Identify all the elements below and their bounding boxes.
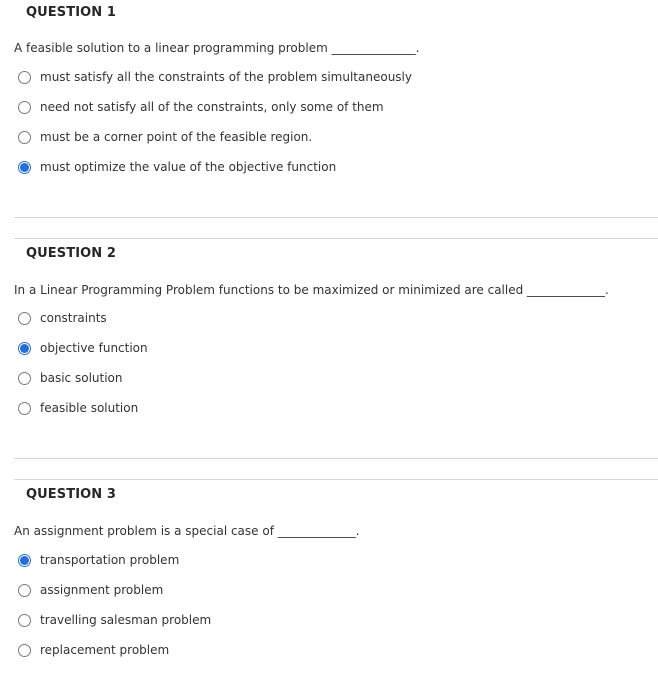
question-2-title: QUESTION 2 [26, 246, 117, 261]
question-3-text: An assignment problem is a special case of _____________. [14, 524, 360, 538]
option-label: assignment problem [40, 583, 164, 597]
option-label: basic solution [40, 371, 123, 385]
option-label: need not satisfy all of the constraints, only some of them [40, 100, 384, 114]
divider [14, 238, 658, 239]
question-3-option-4[interactable] [18, 640, 169, 660]
question-1-title: QUESTION 1 [26, 5, 117, 20]
question-3-option-2[interactable] [18, 580, 163, 600]
question-3-title: QUESTION 3 [26, 487, 117, 502]
question-1-option-3[interactable] [18, 127, 312, 147]
option-label: replacement problem [40, 643, 170, 657]
question-1-option-2[interactable] [18, 97, 384, 117]
question-3-option-1[interactable] [18, 550, 179, 570]
question-1-text: A feasible solution to a linear programming problem ______________. [14, 41, 420, 55]
question-2-option-2[interactable] [18, 338, 148, 358]
option-label: must satisfy all the constraints of the problem simultaneously [40, 70, 412, 84]
option-label: objective function [40, 341, 148, 355]
question-3-option-3[interactable] [18, 610, 211, 630]
radio-unselected-icon[interactable] [18, 131, 31, 144]
radio-unselected-icon[interactable] [18, 71, 31, 84]
radio-unselected-icon[interactable] [18, 614, 31, 627]
question-1-option-1[interactable] [18, 67, 412, 87]
radio-selected-icon[interactable] [18, 161, 31, 174]
radio-unselected-icon[interactable] [18, 372, 31, 385]
divider [14, 217, 658, 218]
radio-unselected-icon[interactable] [18, 402, 31, 415]
question-1-option-4[interactable] [18, 157, 336, 177]
option-label: constraints [40, 311, 107, 325]
option-label: travelling salesman problem [40, 613, 212, 627]
question-2-text: In a Linear Programming Problem functions to be maximized or minimized are called _____________. [14, 283, 609, 297]
question-2-option-3[interactable] [18, 368, 123, 388]
question-2-option-4[interactable] [18, 398, 138, 418]
radio-selected-icon[interactable] [18, 554, 31, 567]
radio-unselected-icon[interactable] [18, 644, 31, 657]
radio-unselected-icon[interactable] [18, 584, 31, 597]
option-label: feasible solution [40, 401, 139, 415]
option-label: transportation problem [40, 553, 180, 567]
option-label: must be a corner point of the feasible region. [40, 130, 313, 144]
radio-unselected-icon[interactable] [18, 312, 31, 325]
question-2-option-1[interactable] [18, 308, 107, 328]
option-label: must optimize the value of the objective function [40, 160, 337, 174]
divider [14, 479, 658, 480]
divider [14, 458, 658, 459]
radio-selected-icon[interactable] [18, 342, 31, 355]
radio-unselected-icon[interactable] [18, 101, 31, 114]
